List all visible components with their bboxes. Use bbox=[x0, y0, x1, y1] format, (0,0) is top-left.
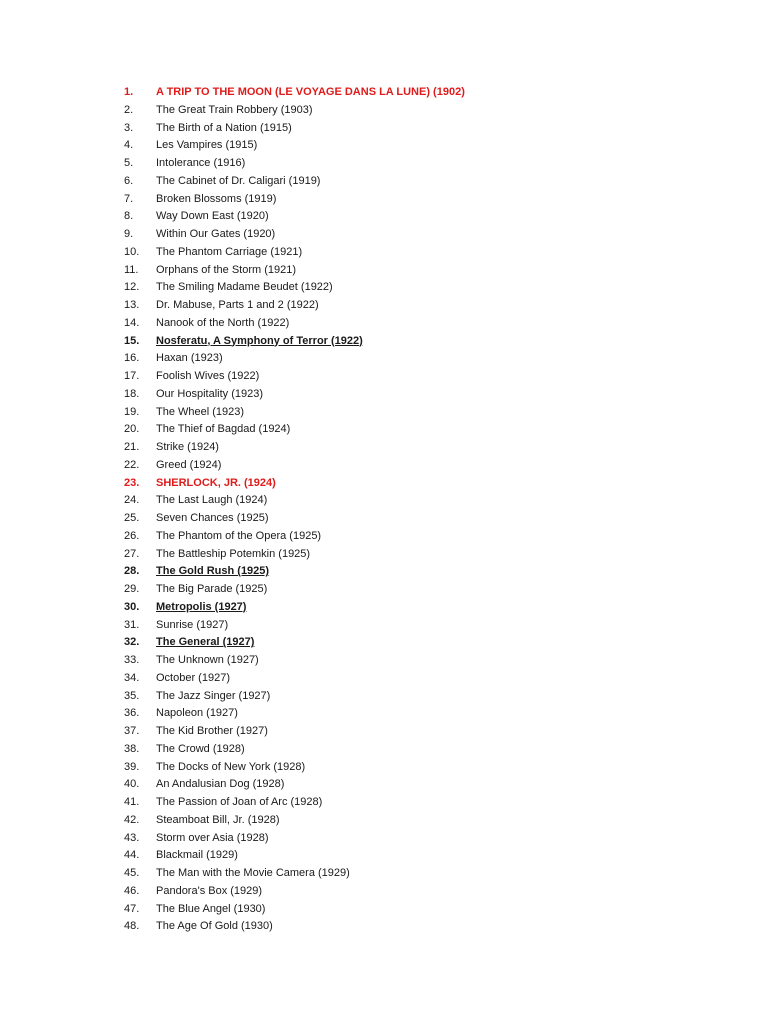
list-item-number: 14. bbox=[124, 316, 140, 329]
list-item-title: The General (1927) bbox=[156, 636, 255, 649]
list-item-title: Metropolis (1927) bbox=[156, 600, 247, 613]
list-item bbox=[124, 883, 465, 901]
list-item bbox=[124, 226, 465, 244]
list-item-number: 5. bbox=[124, 157, 134, 169]
list-item-title: The Cabinet of Dr. Caligari (1919) bbox=[156, 174, 321, 187]
list-item-title: The Man with the Movie Camera (1929) bbox=[156, 867, 350, 879]
list-item bbox=[124, 492, 465, 510]
list-item-number: 18. bbox=[124, 387, 140, 400]
list-item bbox=[124, 741, 465, 759]
list-item-title: Nosferatu, A Symphony of Terror (1922) bbox=[156, 334, 363, 347]
list-item-title: The Great Train Robbery (1903) bbox=[156, 103, 313, 116]
list-item-number: 29. bbox=[124, 583, 140, 595]
list-item bbox=[124, 670, 465, 688]
list-item-number: 27. bbox=[124, 547, 140, 560]
list-item-title: The Phantom Carriage (1921) bbox=[156, 245, 303, 258]
list-item bbox=[124, 759, 465, 777]
list-item-number: 12. bbox=[124, 281, 140, 294]
list-item-title: Within Our Gates (1920) bbox=[156, 228, 276, 240]
list-item-title: The Age Of Gold (1930) bbox=[156, 920, 273, 933]
list-item bbox=[124, 439, 465, 457]
list-item-number: 41. bbox=[124, 796, 140, 808]
list-item bbox=[124, 102, 465, 120]
list-item-title: The Battleship Potemkin (1925) bbox=[156, 547, 311, 560]
list-item-number: 37. bbox=[124, 725, 140, 737]
list-item-number: 13. bbox=[124, 299, 140, 311]
list-item bbox=[124, 830, 465, 848]
list-item bbox=[124, 563, 465, 581]
list-item bbox=[124, 173, 465, 191]
list-item-number: 3. bbox=[124, 121, 134, 134]
list-item-number: 45. bbox=[124, 867, 140, 879]
list-item-title: October (1927) bbox=[156, 671, 230, 684]
list-item-title: The Big Parade (1925) bbox=[156, 583, 268, 595]
list-item-title: The Blue Angel (1930) bbox=[156, 902, 266, 915]
list-item-title: Intolerance (1916) bbox=[156, 157, 246, 169]
list-item bbox=[124, 705, 465, 723]
list-item-number: 20. bbox=[124, 423, 140, 436]
list-item-number: 26. bbox=[124, 529, 140, 542]
list-item-title: Sunrise (1927) bbox=[156, 618, 229, 631]
list-item-title: The Smiling Madame Beudet (1922) bbox=[156, 281, 333, 294]
film-list bbox=[124, 84, 465, 936]
list-item-number: 44. bbox=[124, 849, 140, 862]
list-item-title: The Crowd (1928) bbox=[156, 742, 245, 755]
list-item-number: 4. bbox=[124, 139, 134, 152]
list-item-title: Blackmail (1929) bbox=[156, 849, 238, 862]
list-item bbox=[124, 457, 465, 475]
list-item bbox=[124, 315, 465, 333]
list-item-number: 6. bbox=[124, 174, 134, 187]
list-item bbox=[124, 865, 465, 883]
list-item-number: 35. bbox=[124, 689, 140, 702]
list-item-number: 34. bbox=[124, 671, 140, 684]
list-item-number: 19. bbox=[124, 405, 140, 418]
list-item-number: 2. bbox=[124, 103, 134, 116]
list-item-title: Nanook of the North (1922) bbox=[156, 316, 290, 329]
list-item-number: 22. bbox=[124, 458, 140, 471]
list-item-number: 42. bbox=[124, 813, 140, 826]
list-item-number: 28. bbox=[124, 565, 140, 578]
list-item bbox=[124, 546, 465, 564]
list-item-title: Way Down East (1920) bbox=[156, 210, 269, 223]
list-item bbox=[124, 404, 465, 422]
list-item-title: Storm over Asia (1928) bbox=[156, 831, 269, 844]
list-item bbox=[124, 262, 465, 280]
list-item-number: 9. bbox=[124, 228, 134, 240]
list-item bbox=[124, 794, 465, 812]
list-item bbox=[124, 634, 465, 652]
list-item-number: 32. bbox=[124, 636, 140, 649]
list-item bbox=[124, 581, 465, 599]
list-item bbox=[124, 812, 465, 830]
list-item bbox=[124, 421, 465, 439]
list-item-title: The Thief of Bagdad (1924) bbox=[156, 423, 291, 436]
list-item-number: 25. bbox=[124, 512, 140, 524]
list-item bbox=[124, 279, 465, 297]
list-item-title: The Last Laugh (1924) bbox=[156, 494, 268, 507]
list-item bbox=[124, 244, 465, 262]
list-item-number: 21. bbox=[124, 441, 140, 453]
list-item-title: Our Hospitality (1923) bbox=[156, 387, 263, 400]
list-item-title: The Docks of New York (1928) bbox=[156, 760, 306, 773]
list-item bbox=[124, 528, 465, 546]
list-item-number: 1. bbox=[124, 86, 134, 98]
list-item-title: Strike (1924) bbox=[156, 441, 219, 453]
list-item bbox=[124, 723, 465, 741]
list-item-title: A TRIP TO THE MOON (LE VOYAGE DANS LA LUNE) (1902) bbox=[156, 86, 465, 98]
list-item bbox=[124, 475, 465, 493]
list-item-number: 7. bbox=[124, 192, 134, 205]
list-item-number: 8. bbox=[124, 210, 134, 223]
list-item-number: 36. bbox=[124, 707, 140, 720]
list-item bbox=[124, 901, 465, 919]
list-item-title: The Kid Brother (1927) bbox=[156, 725, 268, 737]
list-item-number: 31. bbox=[124, 618, 140, 631]
list-item-number: 39. bbox=[124, 760, 140, 773]
list-item bbox=[124, 137, 465, 155]
list-item-number: 30. bbox=[124, 600, 140, 613]
list-item-number: 40. bbox=[124, 778, 140, 791]
list-item-number: 17. bbox=[124, 370, 140, 382]
list-item-number: 46. bbox=[124, 884, 140, 897]
list-item-title: Seven Chances (1925) bbox=[156, 512, 269, 524]
list-item-title: The Wheel (1923) bbox=[156, 405, 245, 418]
list-item-number: 10. bbox=[124, 245, 140, 258]
list-item bbox=[124, 208, 465, 226]
list-item bbox=[124, 510, 465, 528]
list-item bbox=[124, 386, 465, 404]
list-item bbox=[124, 191, 465, 209]
list-item bbox=[124, 599, 465, 617]
list-item-number: 48. bbox=[124, 920, 140, 933]
list-item-title: The Jazz Singer (1927) bbox=[156, 689, 271, 702]
list-item bbox=[124, 350, 465, 368]
list-item-title: Dr. Mabuse, Parts 1 and 2 (1922) bbox=[156, 299, 319, 311]
list-item-title: Broken Blossoms (1919) bbox=[156, 192, 277, 205]
list-item-title: Foolish Wives (1922) bbox=[156, 370, 260, 382]
list-item bbox=[124, 297, 465, 315]
list-item bbox=[124, 688, 465, 706]
list-item bbox=[124, 84, 465, 102]
list-item bbox=[124, 120, 465, 138]
list-item-number: 24. bbox=[124, 494, 140, 507]
list-item-number: 47. bbox=[124, 902, 140, 915]
list-item-title: Greed (1924) bbox=[156, 458, 222, 471]
list-item-title: The Passion of Joan of Arc (1928) bbox=[156, 796, 323, 808]
list-item-title: Les Vampires (1915) bbox=[156, 139, 258, 152]
list-item-title: SHERLOCK, JR. (1924) bbox=[156, 476, 276, 489]
list-item bbox=[124, 918, 465, 936]
list-item bbox=[124, 847, 465, 865]
list-item-title: An Andalusian Dog (1928) bbox=[156, 778, 285, 791]
list-item-title: The Gold Rush (1925) bbox=[156, 565, 270, 578]
list-item-title: Pandora's Box (1929) bbox=[156, 884, 263, 897]
list-item-title: Napoleon (1927) bbox=[156, 707, 238, 720]
list-item bbox=[124, 155, 465, 173]
list-item bbox=[124, 617, 465, 635]
list-item bbox=[124, 652, 465, 670]
list-item-title: Orphans of the Storm (1921) bbox=[156, 263, 297, 276]
list-item bbox=[124, 776, 465, 794]
list-item-title: The Birth of a Nation (1915) bbox=[156, 121, 292, 134]
list-item-number: 38. bbox=[124, 742, 140, 755]
list-item-title: Haxan (1923) bbox=[156, 352, 223, 365]
list-item-number: 43. bbox=[124, 831, 140, 844]
list-item bbox=[124, 368, 465, 386]
list-item bbox=[124, 333, 465, 351]
list-item-number: 23. bbox=[124, 476, 140, 489]
list-item-number: 33. bbox=[124, 654, 140, 666]
list-item-number: 11. bbox=[124, 263, 139, 276]
list-item-number: 16. bbox=[124, 352, 140, 365]
list-item-number: 15. bbox=[124, 334, 140, 347]
list-item-title: Steamboat Bill, Jr. (1928) bbox=[156, 813, 280, 826]
list-item-title: The Unknown (1927) bbox=[156, 654, 259, 666]
list-item-title: The Phantom of the Opera (1925) bbox=[156, 529, 322, 542]
